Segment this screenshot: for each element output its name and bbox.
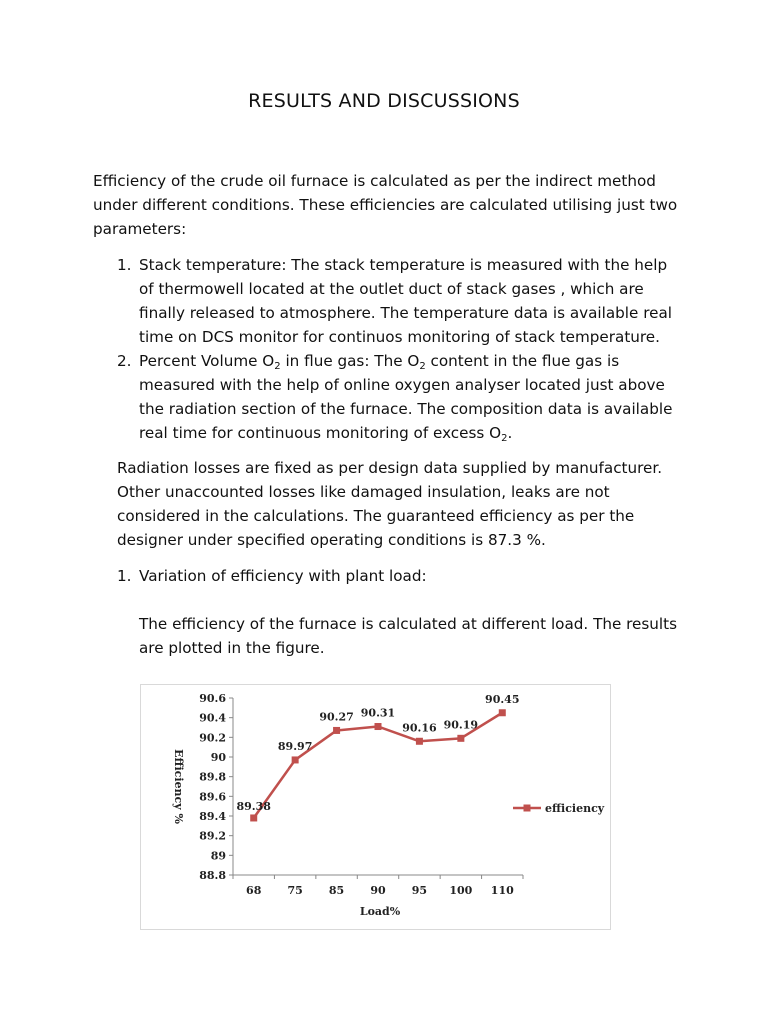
y-tick-label: 90.4 [199, 711, 226, 725]
x-tick-label: 95 [411, 884, 428, 897]
x-tick-label: 90 [370, 884, 386, 897]
y-tick-label: 90.6 [199, 692, 226, 705]
list-number: 2. [117, 352, 132, 370]
y-tick-label: 90.2 [199, 731, 226, 745]
radiation-paragraph: Radiation losses are fixed as per design data supplied by manufacturer. Other unaccounted losses like damaged insulation, leaks are not considered in the calculations. The guaranteed efficiency as per the designer under specified operating conditions is 87.3 %. [117, 459, 663, 549]
data-label: 90.45 [485, 692, 520, 706]
section-list [93, 564, 683, 588]
list-item-text: Stack temperature: The stack temperature is measured with the help of thermowell located at the outlet duct of stack gases , which are finally released to atmosphere. The temperature data is available real time on DCS monitor for continuos monitoring of stack temperature. [139, 256, 672, 346]
data-point-marker [375, 723, 382, 730]
y-axis-title: Efficiency % [172, 749, 185, 824]
efficiency-chart [140, 684, 611, 930]
section-paragraph: The efficiency of the furnace is calculated at different load. The results are plotted in the figure. [139, 615, 678, 657]
data-label: 90.16 [402, 721, 437, 735]
data-point-marker [457, 735, 464, 742]
x-axis-title: Load% [359, 905, 401, 918]
list-item [93, 349, 683, 445]
x-tick-label: 75 [287, 884, 303, 897]
data-point-marker [416, 738, 423, 745]
y-tick-label: 89.8 [199, 770, 226, 784]
chart-svg [141, 685, 610, 929]
parameter-list [93, 253, 683, 445]
list-number: 1. [117, 567, 132, 585]
data-point-marker [292, 756, 299, 763]
data-label: 90.31 [360, 706, 396, 720]
x-tick-label: 110 [490, 884, 514, 897]
x-tick-label: 100 [449, 884, 473, 897]
data-point-marker [250, 814, 257, 821]
y-tick-label: 89 [210, 849, 226, 863]
section-heading: Variation of efficiency with plant load: [139, 567, 427, 585]
data-label: 90.19 [443, 718, 479, 732]
legend-label: efficiency [545, 802, 605, 815]
list-number: 1. [117, 256, 132, 274]
data-label: 90.27 [319, 710, 354, 724]
data-point-marker [333, 727, 340, 734]
y-tick-label: 90 [210, 751, 226, 764]
list-item [93, 253, 683, 349]
data-point-marker [499, 709, 506, 716]
y-tick-label: 89.2 [199, 829, 226, 843]
intro-paragraph: Efficiency of the crude oil furnace is calculated as per the indirect method under different conditions. These efficiencies are calculated utilising just two parameters: [93, 172, 678, 238]
x-tick-label: 68 [246, 884, 262, 897]
x-tick-label: 85 [328, 884, 345, 897]
y-tick-label: 89.4 [199, 810, 226, 823]
legend-marker [524, 805, 531, 812]
list-item-text: Percent Volume $O_2$ in flue gas: The $O_2$ content in the flue gas is measured with the help of online oxygen analyser located just above the radiation section of the furnace. The composition data is available real time for continuous monitoring of excess $O_2$. [139, 352, 673, 444]
data-label: 89.38 [236, 799, 271, 813]
list-item [93, 564, 683, 588]
y-tick-label: 88.8 [199, 869, 226, 882]
y-tick-label: 89.6 [199, 790, 226, 804]
data-label: 89.97 [277, 739, 313, 753]
page-title: RESULTS AND DISCUSSIONS [248, 90, 520, 112]
